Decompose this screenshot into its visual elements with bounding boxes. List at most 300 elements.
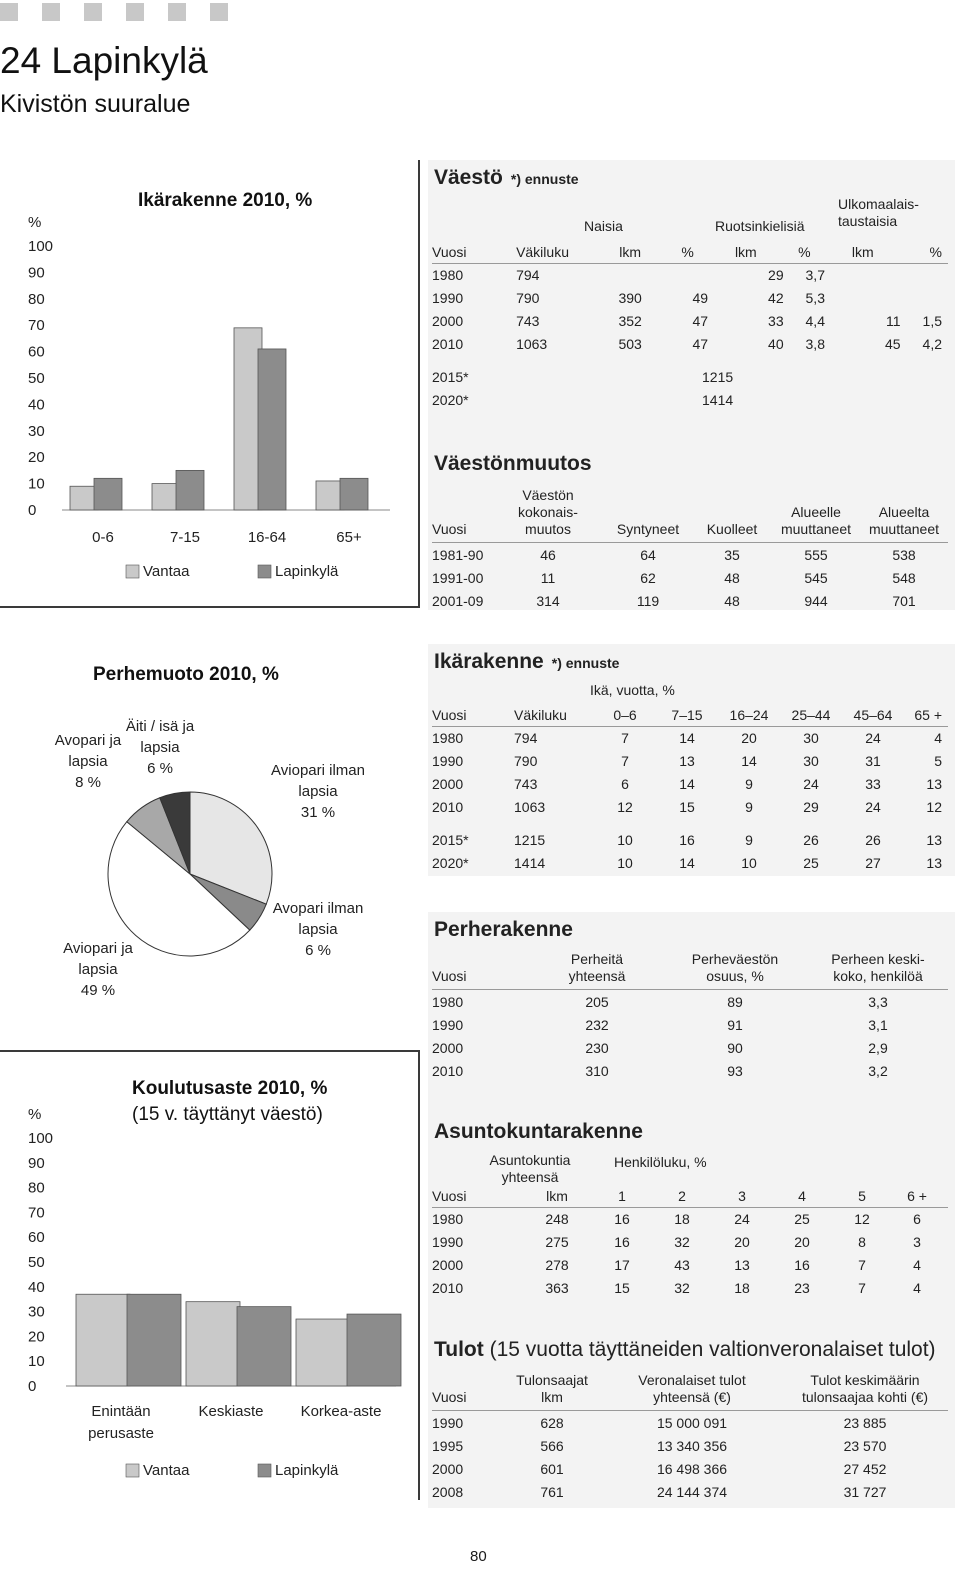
table-cell: 18 [734,1279,750,1296]
bar-lapinkyla [94,478,122,510]
table-cell: Vuosi [432,706,467,723]
pie-label-pct: 8 % [75,774,101,791]
table-row [432,1059,948,1082]
family-structure-table [432,990,948,1082]
table-cell: Vuosi [432,1187,467,1204]
table-cell: 47 [692,335,709,352]
table-cell: 3,2 [868,1062,888,1079]
x-category-label: 16-64 [247,529,287,546]
table-cell: 13 [734,1256,750,1273]
forecast-row [432,851,942,874]
table-cell: 12 [617,798,633,815]
y-tick-label: 90 [28,1154,45,1172]
table-cell: 23 570 [843,1437,887,1454]
y-tick-label: 40 [28,1278,45,1296]
age-chart-title: Ikärakenne 2010, % [138,190,313,211]
header-row [432,240,942,263]
forecast-note: *) ennuste [551,655,620,671]
table-cell: 743 [514,775,538,792]
table-cell: 1414 [702,391,734,408]
table-cell: 30 [803,729,819,746]
table-cell: 6 [621,775,629,792]
table-cell: 2001-09 [432,592,484,609]
table-row [432,1434,948,1457]
population-title [434,166,579,190]
table-cell: 2020* [432,854,469,871]
age-table [432,703,942,818]
table-cell: Vuosi [432,243,467,260]
table-cell: 14 [679,854,695,871]
table-cell: 232 [585,1016,609,1033]
table-cell: 15 [614,1279,630,1296]
column-header: Vuosi [432,521,467,537]
table-row [432,749,942,772]
column-header: Alueelle muuttaneet [780,504,852,537]
legend-label-lapinkyla: Lapinkylä [275,1462,339,1479]
table-cell: 35 [724,546,740,563]
table-cell: 48 [724,592,740,609]
table-cell: 13 [926,775,942,792]
table-cell: 13 [926,831,942,848]
y-tick-label: 60 [28,1229,45,1247]
table-cell: 3 [913,1233,921,1250]
table-cell: 89 [727,993,743,1010]
table-cell: 20 [734,1233,750,1250]
table-cell: 2000 [432,312,464,329]
pie-label-avopari-lapsia [48,730,128,793]
table-cell: 8 [858,1233,866,1250]
table-cell: 47 [692,312,709,329]
y-tick-label: 80 [28,1179,45,1197]
table-cell: 548 [892,569,916,586]
table-cell: 1,5 [922,312,942,329]
table-cell: 9 [745,831,753,848]
legend-swatch-lapinkyla [258,565,271,578]
table-row [432,309,942,332]
y-tick-label: 20 [28,1328,45,1346]
table-cell: 23 [794,1279,810,1296]
bar-vantaa [186,1302,240,1386]
col-group-ruotsi: Ruotsinkielisiä [715,218,805,234]
table-cell: 566 [540,1437,564,1454]
table-cell: 503 [618,335,642,352]
pie-label-avopari-ilman [268,898,368,961]
y-axis-unit: % [28,214,42,231]
household-title: Asuntokuntarakenne [434,1120,643,1143]
table-cell: 1981-90 [432,546,484,563]
table-cell: 7 [858,1256,866,1273]
decor-square [210,3,228,21]
table-cell: 5 [858,1187,866,1204]
legend-label-lapinkyla: Lapinkylä [275,563,339,580]
table-cell: % [681,243,694,260]
table-cell: 16 [794,1256,810,1273]
table-cell [667,263,708,286]
table-cell: lkm [619,243,642,260]
bar-lapinkyla [237,1307,291,1386]
family-type-pie-chart [100,784,280,964]
table-cell: 14 [679,775,695,792]
table-cell: 27 452 [843,1460,887,1477]
table-cell: 16 [614,1233,630,1250]
table-cell: 17 [614,1256,630,1273]
table-cell: 352 [618,312,642,329]
table-cell: 2020* [432,391,469,408]
col-group-henkiloluku: Henkilöluku, % [614,1154,707,1170]
pie-label-pct: 49 % [80,982,116,999]
header-rule [432,1207,948,1208]
income-title-bold: Tulot [434,1338,484,1361]
pie-label-text: Aviopari ja lapsia [63,940,133,978]
legend-swatch-lapinkyla [258,1464,271,1477]
y-tick-label: 0 [28,1378,37,1395]
table-cell: 4,4 [805,312,825,329]
forecast-row [432,365,942,388]
table-cell: 790 [516,289,540,306]
table-cell: 11 [886,312,901,329]
table-cell: 1990 [432,1233,464,1250]
table-cell: 794 [514,729,538,746]
column-header: Kuolleet [706,521,758,537]
population-panel [428,160,955,610]
table-row [432,1253,942,1276]
table-row [432,332,942,355]
pie-label-text: Äiti / isä ja lapsia [125,718,195,756]
education-level-chart [0,1100,418,1485]
table-cell: 1990 [432,752,464,769]
table-row [432,589,948,612]
table-cell: 1980 [432,266,464,283]
table-cell: 2010 [432,335,464,352]
table-cell: 2 [678,1187,686,1204]
table-cell: 10 [741,854,757,871]
table-cell: 310 [585,1062,609,1079]
age-panel [428,644,955,876]
header-rule [432,726,948,727]
table-cell: 4 [913,1256,921,1273]
pie-label-aiti-isa [120,716,200,779]
table-cell: 3,1 [868,1016,888,1033]
legend-label-vantaa: Vantaa [143,563,190,580]
table-row [432,1457,948,1480]
table-cell: 9 [745,798,753,815]
y-tick-label: 50 [28,1254,45,1271]
y-tick-label: 40 [28,396,45,414]
table-cell: 1414 [514,854,546,871]
divider-vertical [418,160,420,608]
family-chart-title: Perhemuoto 2010, % [93,664,279,685]
table-cell [825,286,901,309]
table-cell: 2000 [432,1460,464,1477]
y-tick-label: 70 [28,1204,45,1222]
decor-square [126,3,144,21]
table-cell: 7 [621,752,629,769]
table-cell: 1990 [432,289,464,306]
table-cell: 45 [884,335,901,352]
table-cell: 26 [865,831,881,848]
page-subtitle: Kivistön suuralue [0,90,191,118]
col-group-asuntokuntia: Asuntokuntia yhteensä [489,1152,571,1185]
y-tick-label: 100 [28,1130,54,1147]
table-cell: 27 [865,854,881,871]
table-cell: 23 885 [843,1414,887,1431]
table-cell: 25–44 [791,706,831,723]
table-cell: 26 [803,831,819,848]
table-cell: 65 + [914,706,942,723]
table-row [432,726,942,749]
table-cell: 2010 [432,1279,464,1296]
pie-label-pct: 6 % [147,760,173,777]
table-cell: 24 [865,798,881,815]
bar-lapinkyla [127,1294,181,1386]
table-row [432,1480,948,1503]
table-cell: 15 000 091 [656,1414,728,1431]
table-cell: 20 [794,1233,810,1250]
table-cell: 33 [768,312,784,329]
x-category-label: 7-15 [169,529,201,546]
table-cell: 4 [913,1279,921,1296]
y-tick-label: 50 [28,370,45,387]
table-cell: 12 [854,1210,870,1227]
table-row [432,1411,948,1434]
y-tick-label: 100 [28,238,54,255]
col-group-naisia: Naisia [584,218,623,234]
y-tick-label: 90 [28,264,45,282]
table-cell: 390 [618,289,642,306]
table-cell: 10 [617,831,633,848]
table-cell: 205 [585,993,609,1010]
table-cell: 1990 [432,1414,464,1431]
decor-square [168,3,186,21]
table-cell: 18 [674,1210,690,1227]
population-change-table [432,543,948,612]
table-cell: 24 [734,1210,750,1227]
table-cell: 2000 [432,1256,464,1273]
table-cell: 1980 [432,1210,464,1227]
column-header: Vuosi [432,1389,467,1405]
column-header: Tulot keskimäärin tulonsaajaa kohti (€) [801,1372,929,1405]
table-cell: 628 [540,1414,564,1431]
table-row [432,286,942,309]
table-cell: 1063 [514,798,546,815]
table-row [432,772,942,795]
pie-label-aviopari-lapsia [55,938,141,1001]
table-row [432,1230,942,1253]
table-cell: 5,3 [805,289,825,306]
y-tick-label: 10 [28,475,45,493]
table-row [432,543,948,566]
divider-horizontal [0,606,420,608]
table-cell: 3,7 [805,266,825,283]
table-cell: 2015* [432,368,469,385]
table-cell: 90 [727,1039,743,1056]
x-category-label: 65+ [336,529,362,546]
table-cell: 2000 [432,775,464,792]
x-category-label: Keskiaste [198,1403,264,1420]
table-row [432,990,948,1013]
table-cell: 794 [516,266,540,283]
table-cell: 790 [514,752,538,769]
column-header: Syntyneet [616,521,680,537]
table-cell: 1980 [432,993,464,1010]
age-table-title [434,650,619,674]
table-cell: 20 [741,729,757,746]
bar-lapinkyla [340,478,368,510]
x-category-label: perusaste [88,1425,154,1442]
table-cell: 3,3 [868,993,888,1010]
family-panel [428,912,955,1508]
population-title-text: Väestö [434,166,503,189]
table-cell: 16–24 [729,706,769,723]
pie-label-text: Avopari ilman lapsia [272,900,364,938]
table-cell: 363 [545,1279,569,1296]
bar-vantaa [296,1319,350,1386]
column-header: Väestön kokonais- muutos [518,487,578,537]
population-table [432,240,942,355]
table-cell: 24 [865,729,881,746]
table-row [432,1276,942,1299]
table-cell: 91 [727,1016,743,1033]
column-header: Veronalaiset tulot yhteensä (€) [638,1372,746,1405]
table-cell: 6 [913,1210,921,1227]
table-cell: 1215 [514,831,546,848]
household-table [432,1184,942,1299]
x-category-label: Korkea-aste [300,1403,382,1420]
education-chart-title: Koulutusaste 2010, % [132,1078,328,1099]
table-row [432,1036,948,1059]
table-cell: 16 498 366 [656,1460,728,1477]
income-title [434,1338,936,1362]
table-cell: 7–15 [671,706,703,723]
table-row [432,1207,942,1230]
pie-label-aviopari-ilman [270,760,366,823]
decor-square [0,3,18,21]
x-category-label: Enintään [91,1403,151,1420]
forecast-row [432,388,942,411]
table-cell: 25 [794,1210,810,1227]
header-rule [432,263,948,264]
y-tick-label: 30 [28,422,45,440]
table-cell: 3 [738,1187,746,1204]
table-cell: 14 [741,752,757,769]
table-cell: 62 [640,569,656,586]
table-cell: 9 [745,775,753,792]
table-cell: 2000 [432,1039,464,1056]
table-cell: 1991-00 [432,569,484,586]
family-structure-title: Perherakenne [434,918,573,941]
table-row [432,795,942,818]
y-tick-label: 10 [28,1353,45,1371]
table-cell [901,286,942,309]
y-tick-label: 70 [28,317,45,335]
table-cell: 32 [674,1233,690,1250]
table-cell: 48 [724,569,740,586]
table-cell: 6 + [907,1187,927,1204]
y-tick-label: 30 [28,1303,45,1321]
table-cell: 601 [540,1460,564,1477]
table-cell: 275 [545,1233,569,1250]
table-cell: 43 [674,1256,690,1273]
table-cell: 538 [892,546,916,563]
bar-lapinkyla [258,349,286,510]
table-cell: 2,9 [868,1039,888,1056]
legend-swatch-vantaa [126,1464,139,1477]
table-cell: 4 [798,1187,806,1204]
population-forecast-table [432,365,942,411]
legend-swatch-vantaa [126,565,139,578]
table-cell: 46 [540,546,556,563]
age-forecast-table [432,828,942,874]
table-cell: 13 340 356 [656,1437,728,1454]
age-title-text: Ikärakenne [434,650,544,673]
table-cell: 0–6 [613,706,637,723]
table-cell: 555 [804,546,828,563]
table-cell: 42 [768,289,784,306]
table-cell: 2010 [432,1062,464,1079]
table-cell: 278 [545,1256,569,1273]
table-cell: 2015* [432,831,469,848]
column-header: Perheitä yhteensä [568,951,626,984]
table-cell: 1063 [516,335,548,352]
table-cell: 1990 [432,1016,464,1033]
table-cell: 11 [540,569,556,586]
table-cell: 743 [516,312,540,329]
table-cell: 64 [640,546,656,563]
age-structure-chart [0,210,418,600]
income-title-rest: (15 vuotta täyttäneiden valtionveronalaiset tulot) [489,1338,936,1361]
population-change-title: Väestönmuutos [434,452,592,475]
table-cell: 14 [679,729,695,746]
table-cell: 29 [803,798,819,815]
table-cell: 3,8 [805,335,825,352]
table-cell: lkm [734,243,757,260]
forecast-note: *) ennuste [510,171,579,187]
table-cell: lkm [546,1187,568,1204]
table-cell: 10 [617,854,633,871]
table-cell: 1995 [432,1437,464,1454]
table-cell: 1 [618,1187,626,1204]
table-cell [593,263,667,286]
income-table [432,1411,948,1503]
table-cell: 29 [768,266,784,283]
table-cell: 1215 [702,368,734,385]
table-cell: 5 [934,752,942,769]
table-cell: 13 [926,854,942,871]
table-cell: % [929,243,942,260]
pie-label-pct: 31 % [300,804,336,821]
table-cell: 25 [803,854,819,871]
table-cell: 314 [536,592,560,609]
column-header: Alueelta muuttaneet [868,504,940,537]
y-tick-label: 0 [28,502,37,519]
table-cell: 4,2 [922,335,942,352]
column-header: Perheväestön osuus, % [691,951,779,984]
table-cell: 15 [679,798,695,815]
table-cell: 24 [803,775,819,792]
table-cell: 31 727 [843,1483,887,1500]
table-cell: 944 [804,592,828,609]
table-cell: 12 [926,798,942,815]
header-row [432,1184,942,1207]
y-axis-unit: % [28,1106,42,1123]
page-number: 80 [470,1548,487,1565]
table-cell: 4 [934,729,942,746]
table-cell: 16 [679,831,695,848]
table-cell [901,263,942,286]
decor-square [42,3,60,21]
table-cell: 49 [692,289,709,306]
table-cell: 7 [858,1279,866,1296]
